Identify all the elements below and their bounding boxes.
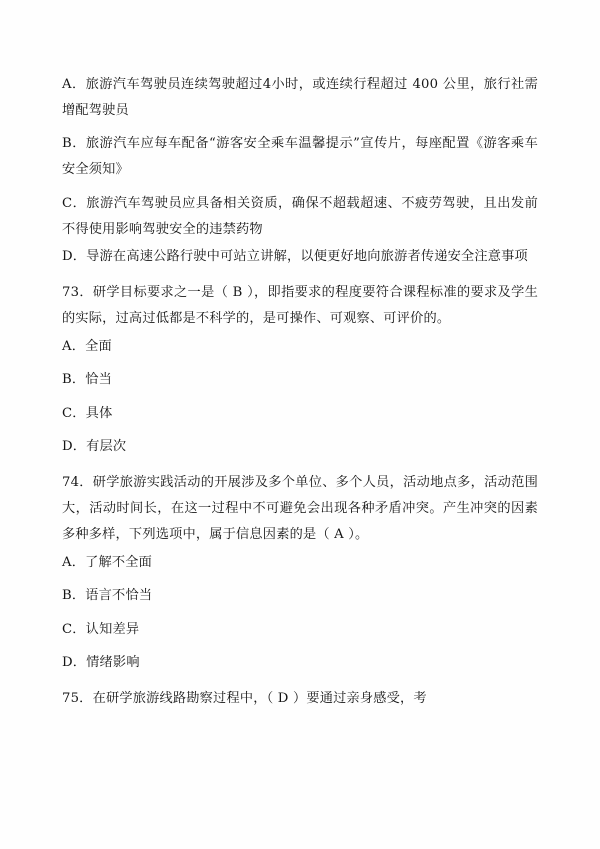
option-a-question-74: A．了解不全面 xyxy=(62,555,153,571)
option-a-question-72: A．旅游汽车驾驶员连续驾驶超过4小时，或连续行程超过 400 公里，旅行社需增配驾驶员 xyxy=(62,77,538,119)
option-a-question-73: A．全面 xyxy=(62,339,112,355)
question-75-stem: 75．在研学旅游线路勘察过程中，（ D ）要通过亲身感受，考 xyxy=(62,690,427,706)
option-b-question-74: B．语言不恰当 xyxy=(62,588,153,604)
option-c-question-74: C．认知差异 xyxy=(62,621,140,637)
option-d-question-74: D．情绪影响 xyxy=(62,654,140,670)
option-c-question-73: C．具体 xyxy=(62,405,113,421)
question-73-stem: 73．研学目标要求之一是（ B ），即指要求的程度要符合课程标准的要求及学生的实际，过高过低都是不科学的，是可操作、可观察、可评价的。 xyxy=(62,284,538,327)
option-d-question-73: D．有层次 xyxy=(62,438,127,454)
option-b-question-72: B．旅游汽车应每车配备“游客安全乘车温馨提示”宣传片，每座配置《游客乘车安全须知》 xyxy=(62,136,538,178)
option-c-question-72: C．旅游汽车驾驶员应具备相关资质，确保不超载超速、不疲劳驾驶，且出发前不得使用影响驾驶安全的违禁药物 xyxy=(62,195,538,237)
document-text-body xyxy=(62,72,538,712)
question-74-stem: 74．研学旅游实践活动的开展涉及多个单位、多个人员，活动地点多，活动范围大，活动时间长，在这一过程中不可避免会出现各种矛盾冲突。产生冲突的因素多种多样，下列选项中，属于信息因素的是（ A ）。 xyxy=(62,474,538,543)
option-d-question-72: D．导游在高速公路行驶中可站立讲解，以便更好地向旅游者传递安全注意事项 xyxy=(62,248,528,264)
option-b-question-73: B．恰当 xyxy=(62,372,113,388)
